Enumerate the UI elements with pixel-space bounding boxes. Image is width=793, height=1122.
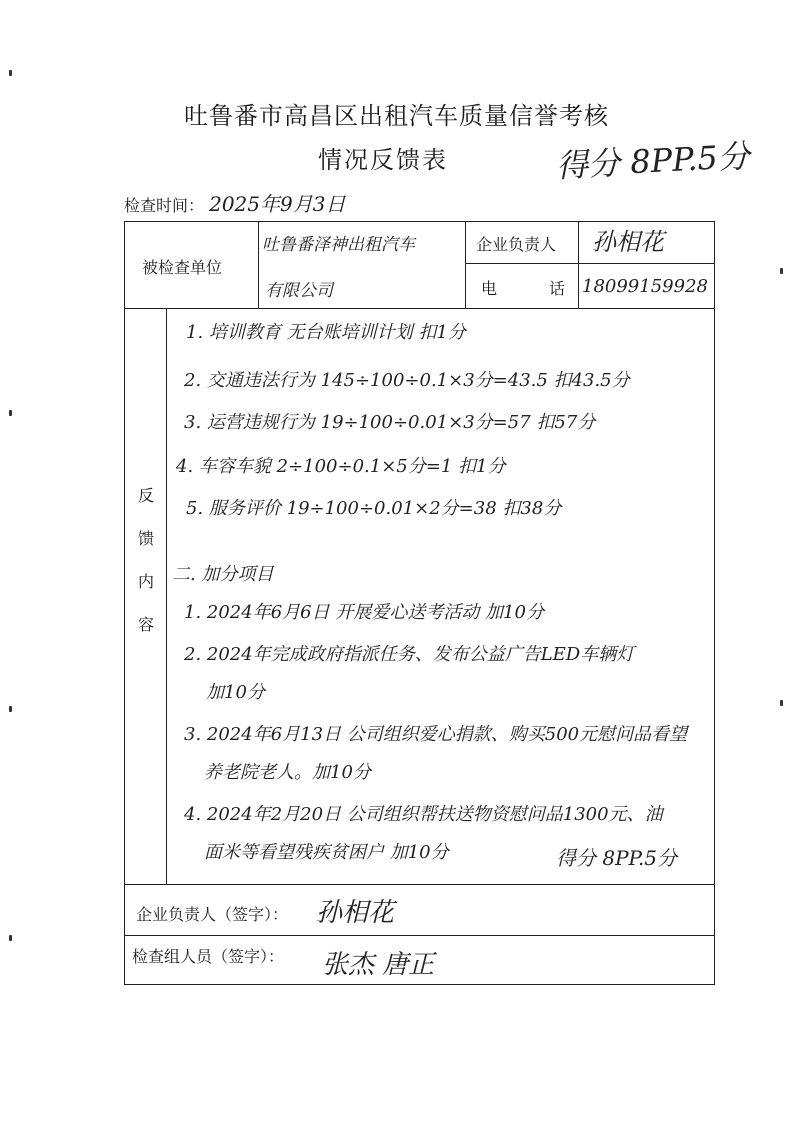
manager-signature: 孙相花 [316,898,395,928]
feedback-label-char: 馈 [137,529,154,548]
manager-signature-label: 企业负责人（签字）： [136,905,289,924]
feedback-score: 得分 8PP.5分 [556,846,678,870]
row-divider [124,308,715,309]
feedback-line: 二. 加分项目 [172,564,274,585]
col-divider [166,308,167,884]
feedback-line: 2. 2024年完成政府指派任务、发布公益广告LED车辆灯 [184,644,635,665]
feedback-line: 加10分 [206,682,265,703]
unit-value-line1: 吐鲁番泽神出租汽车 [262,235,415,255]
feedback-label-char: 内 [137,572,154,591]
manager-label: 企业负责人 [476,235,557,254]
feedback-line: 养老院老人。加10分 [204,762,371,783]
feedback-line: 面米等看望残疾贫困户 加10分 [204,842,449,863]
row-divider [465,263,715,264]
feedback-line: 4. 车容车貌 2÷100÷0.1×5分=1 扣1分 [176,456,506,477]
feedback-line: 2. 交通违法行为 145÷100÷0.1×3分=43.5 扣43.5分 [184,370,630,391]
phone-label-right: 话 [549,279,566,298]
feedback-line: 4. 2024年2月20日 公司组织帮扶送物资慰问品1300元、油 [184,804,663,825]
feedback-label [131,474,161,646]
unit-value-line2: 有限公司 [265,281,333,301]
col-divider [465,221,466,308]
phone-value: 18099159928 [582,276,708,297]
row-divider [124,935,715,936]
col-divider [578,221,579,308]
feedback-line: 3. 运营违规行为 19÷100÷0.01×3分=57 扣57分 [184,412,596,433]
handwritten-score-top: 得分 8PP.5分 [555,136,751,186]
scan-speck [780,268,783,274]
feedback-label-char: 反 [137,486,154,505]
row-divider [124,884,715,885]
document-title: 吐鲁番市高昌区出租汽车质量信誉考核 [184,102,609,130]
inspectors-signature-label: 检查组人员（签字）： [132,947,285,966]
feedback-label-char: 容 [137,615,154,634]
check-time-row [124,188,345,217]
check-time-value: 2025年9月3日 [209,192,346,216]
manager-value: 孙相花 [592,228,664,256]
inspectors-signature: 张杰 唐正 [322,950,435,980]
col-divider [258,221,259,308]
document-subtitle: 情况反馈表 [318,146,448,174]
feedback-line: 1. 培训教育 无台账培训计划 扣1分 [186,322,466,343]
scan-speck [9,706,12,712]
check-time-label: 检查时间： [124,196,205,215]
scan-speck [9,70,12,76]
scan-speck [9,935,12,941]
phone-label-left: 电 [481,279,498,298]
scan-speck [9,410,12,416]
unit-label: 被检查单位 [142,258,223,277]
feedback-line: 3. 2024年6月13日 公司组织爱心捐款、购买500元慰问品看望 [184,724,688,745]
feedback-line: 5. 服务评价 19÷100÷0.01×2分=38 扣38分 [186,498,562,519]
scan-speck [780,700,783,706]
feedback-line: 1. 2024年6月6日 开展爱心送考活动 加10分 [184,602,544,623]
